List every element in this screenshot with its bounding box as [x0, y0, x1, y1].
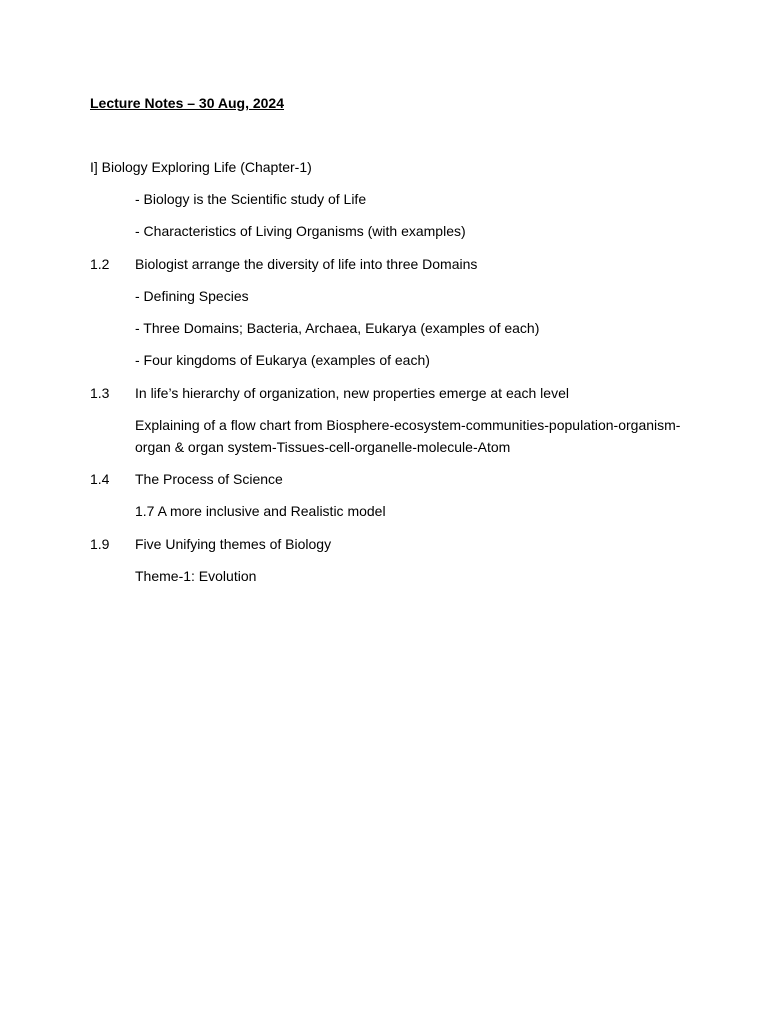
section-number: 1.3	[90, 385, 110, 401]
document-title: Lecture Notes – 30 Aug, 2024	[90, 95, 285, 111]
list-item: - Biology is the Scientific study of Life	[135, 191, 367, 207]
section-heading: I] Biology Exploring Life (Chapter-1)	[90, 159, 312, 175]
section-text: The Process of Science	[135, 471, 283, 487]
list-item: - Four kingdoms of Eukarya (examples of each)	[135, 352, 430, 368]
section-number: 1.9	[90, 536, 110, 552]
section-number: 1.2	[90, 256, 110, 272]
list-item: - Three Domains; Bacteria, Archaea, Eukarya (examples of each)	[135, 320, 540, 336]
list-item: Theme-1: Evolution	[135, 568, 257, 584]
list-item: 1.7 A more inclusive and Realistic model	[135, 503, 386, 519]
list-item: - Defining Species	[135, 288, 249, 304]
section-text: Five Unifying themes of Biology	[135, 536, 332, 552]
paragraph: Explaining of a flow chart from Biosphere-ecosystem-communities-population-organism-organ & organ system-Tissues-cell-organelle-molecule-Atom	[135, 417, 681, 455]
section-number: 1.4	[90, 471, 110, 487]
list-item: - Characteristics of Living Organisms (with examples)	[135, 223, 466, 239]
section-text: In life’s hierarchy of organization, new properties emerge at each level	[135, 385, 569, 401]
section-text: Biologist arrange the diversity of life into three Domains	[135, 256, 478, 272]
